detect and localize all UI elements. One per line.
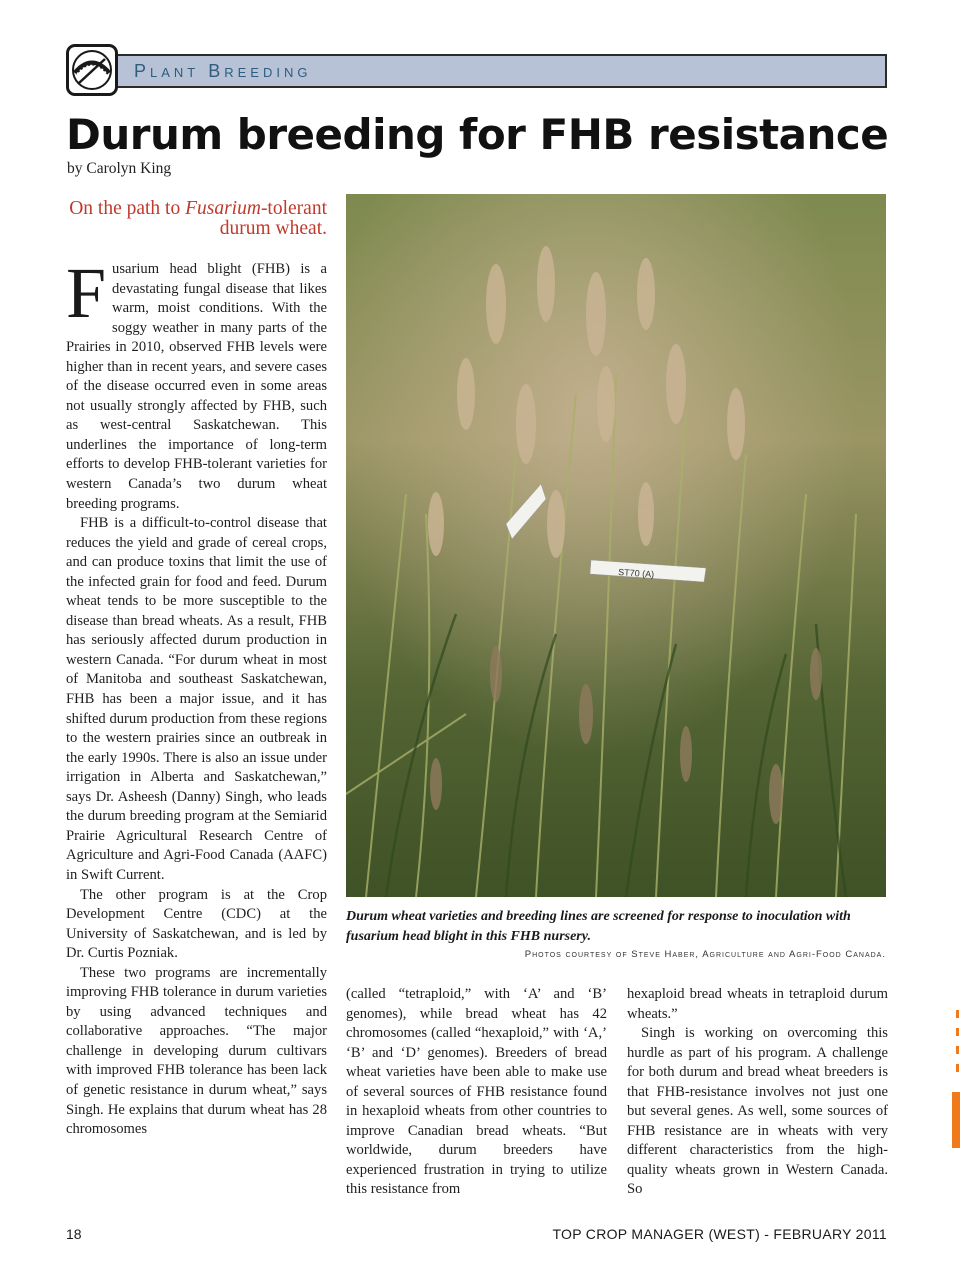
publication-footer: TOP CROP MANAGER (WEST) - FEBRUARY 2011 <box>552 1226 887 1242</box>
photo-credit: Photos courtesy of Steve Haber, Agriculture and Agri-Food Canada. <box>524 949 886 960</box>
paragraph: (called “tetraploid,” with ‘A’ and ‘B’ genomes), while bread wheat has 42 chromosomes (called “hexaploid,” with ‘A,’ ‘B’ and ‘D’ genomes). Breeders of bread wheat varieties have been able to make use of several sources of FHB resistance found in hexaploid wheats from other countries to improve Canadian bread wheats. “But worldwide, durum breeders have experienced frustration in trying to utilize this resistance from <box>346 986 607 1198</box>
section-label: Plant Breeding <box>134 61 312 81</box>
paragraph-text: usarium head blight (FHB) is a devastating fungal disease that likes warm, moist conditions. With the soggy weather in many parts of the Prairies in 2010, observed FHB levels were higher than in recent years, and severe cases of the disease occurred even in some areas not usually strongly affected by FHB, such as west-central Saskatchewan. This underlines the importance of long-term efforts to develop FHB-tolerant varieties for western Canada’s two durum wheat breeding programs. <box>66 261 327 512</box>
deck-text-post: -tolerant durum wheat. <box>219 198 327 239</box>
paragraph: hexaploid bread wheats in tetraploid durum wheats.” <box>627 986 888 1022</box>
byline: by Carolyn King <box>67 160 172 177</box>
paragraph: These two programs are incrementally improving FHB tolerance in durum varieties by using advanced techniques and collaborative approaches. “The major challenge in developing durum cultivars with improved FHB tolerance has been lack of genetic resistance in durum wheat,” says Singh. He explains that durum wheat has 28 chromosomes <box>66 964 327 1138</box>
article-column-2 <box>346 985 607 1200</box>
paragraph: The other program is at the Crop Development Centre (CDC) at the University of Saskatchewan, and is led by Dr. Curtis Pozniak. <box>66 886 327 962</box>
article-title: Durum breeding for FHB resistance <box>66 110 889 159</box>
article-column-1 <box>66 253 327 1140</box>
deck-text-italic: Fusarium <box>185 198 261 219</box>
article-deck <box>66 199 327 239</box>
wheat-head-icon <box>69 47 115 93</box>
wheat-nursery-photo <box>346 194 886 897</box>
plant-breeding-logo-icon <box>66 44 118 96</box>
article-column-3 <box>627 985 888 1200</box>
photo-caption: Durum wheat varieties and breeding lines are screened for response to inoculation with fusarium head blight in this FHB nursery. <box>346 909 851 944</box>
drop-cap: F <box>66 253 107 333</box>
paragraph <box>66 253 327 514</box>
page-number: 18 <box>66 1226 82 1242</box>
paragraph: Singh is working on overcoming this hurdle as part of his program. A challenge for both durum and bread wheat breeders is that FHB-resistance involves not just one but several genes. As well, some sources of FHB resistance are in wheats with very different characteristics from the high-quality wheats grown in Western Canada. So <box>627 1025 888 1198</box>
plant-tag-label: ST70 (A) <box>617 567 655 580</box>
section-header-bar <box>116 54 887 88</box>
deck-text-pre: On the path to <box>69 198 186 219</box>
page-edge-marker <box>948 1010 960 1150</box>
paragraph: FHB is a difficult-to-control disease that reduces the yield and grade of cereal crops, and can produce toxins that limit the use of the infected grain for food and feed. Durum wheat tends to be more susceptible to the disease than bread wheats. As a result, FHB has seriously affected durum production in western Canada. “For durum wheat in most of Manitoba and southeast Saskatchewan, FHB has been a major issue, and it has shifted durum production from these regions to the western prairies since an outbreak in the early 1990s. There is also an issue under irrigation in Alberta and Saskatchewan,” says Dr. Asheesh (Danny) Singh, who leads the durum breeding program at the Semiarid Prairie Agricultural Research Centre of Agriculture and Agri-Food Canada (AAFC) in Swift Current. <box>66 515 327 883</box>
